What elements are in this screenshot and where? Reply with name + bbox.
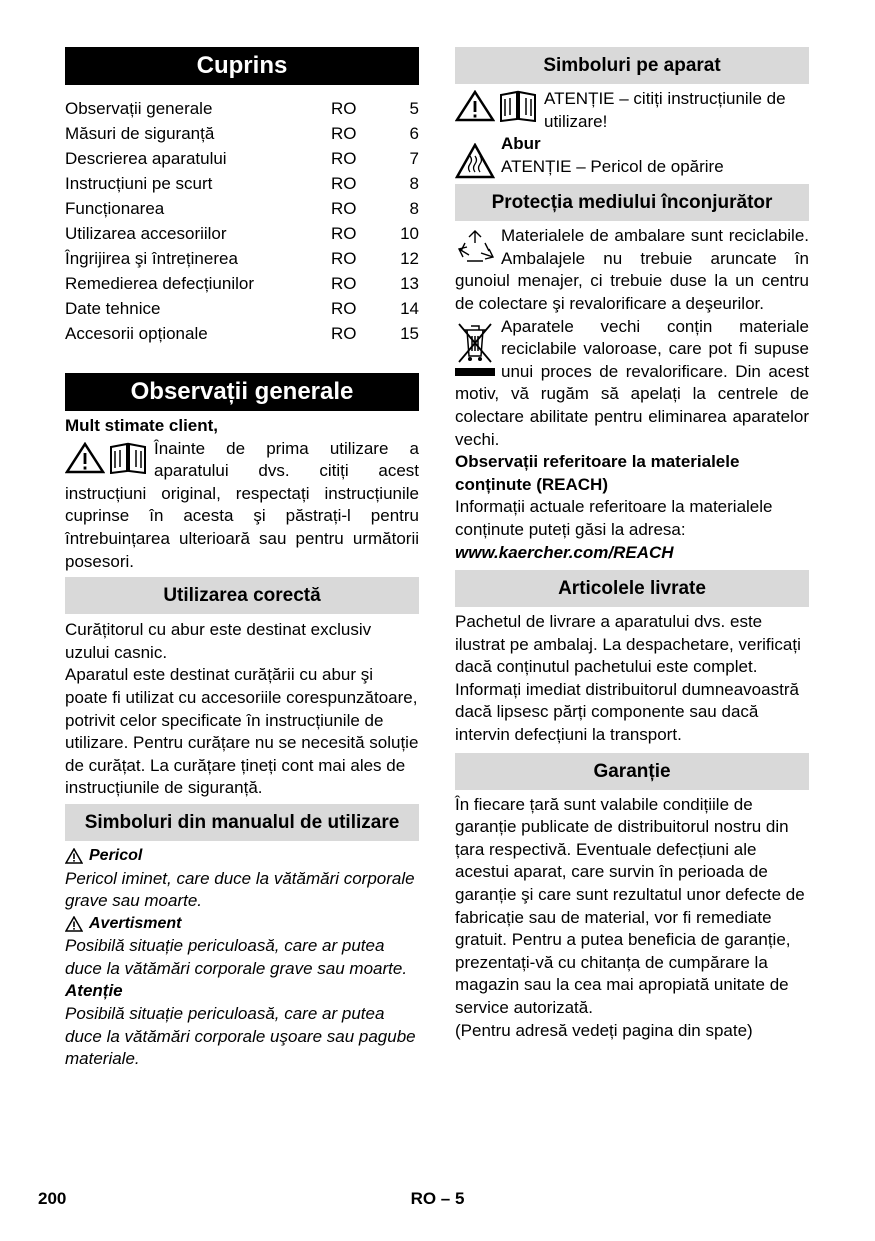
- caution-label: Atenție: [65, 981, 123, 1001]
- usage-paragraph-2: Aparatul este destinat curățării cu abur şi poate fi utilizat cu accesoriile corespunzătoare, potrivit celor specificate în instrucțiunile de utilizare. Pentru curățare nu se necesită soluție de curățat. La curățare țineți cont mai ales de instrucțiunile de siguranță.: [65, 665, 419, 798]
- recycle-icon-wrap: [455, 229, 495, 267]
- toc-heading: Cuprins: [65, 47, 419, 85]
- toc-entry-page: 8: [409, 199, 419, 218]
- read-instructions-row: [455, 88, 809, 133]
- toc-entry-page: 12: [400, 249, 419, 268]
- toc-entry-page: 15: [400, 324, 419, 343]
- warning-text: Posibilă situație periculoasă, care ar putea duce la vătămări corporale grave sau moarte.: [65, 936, 408, 978]
- toc-row[interactable]: [65, 246, 419, 271]
- toc-entry-title: Accesorii opționale: [65, 324, 208, 343]
- manual-book-icon: [108, 442, 148, 474]
- warning-triangle-icon: [455, 90, 495, 122]
- right-column: [455, 47, 809, 1042]
- toc-row[interactable]: [65, 171, 419, 196]
- intro-text: Înainte de prima utilizare a aparatului dvs. citiți acest instrucțiuni original, respectați instrucțiunile cuprinse în acesta şi păstrați-l pentru întrebuințarea ulterioară sau pentru următorii posesori.: [65, 438, 419, 571]
- toc-row[interactable]: [65, 121, 419, 146]
- reach-url[interactable]: www.kaercher.com/REACH: [455, 542, 674, 562]
- toc-row[interactable]: [65, 96, 419, 121]
- reach-text: Informații actuale referitoare la materialele conținute puteți găsi la adresa:: [455, 497, 773, 539]
- weee-block: [455, 316, 809, 452]
- page-number: 200: [38, 1189, 67, 1208]
- environment-heading: Protecția mediului înconjurător: [455, 184, 809, 221]
- toc-entry-lang: RO: [331, 299, 357, 318]
- toc-entry-page: 6: [409, 124, 419, 143]
- weee-icon-wrap: [455, 320, 495, 376]
- toc-entry-page: 14: [400, 299, 419, 318]
- general-heading: Observații generale: [65, 373, 419, 411]
- toc-entry-title: Funcționarea: [65, 199, 165, 218]
- warning-triangle-icon: [65, 916, 83, 932]
- device-symbols-heading: Simboluri pe aparat: [455, 47, 809, 84]
- delivery-paragraph-2: Informați imediat distribuitorul dumneavoastră dacă lipsesc părți componente sau dacă intervin defecțiuni la transport.: [455, 679, 799, 745]
- warning-label: Avertisment: [89, 914, 182, 932]
- warranty-paragraph-1: În fiecare țară sunt valabile condițiile de garanție publicate de distribuitorul nostru din țara respectivă. Eventuale defecțiuni ale acestui aparat, care survin în perioada de garanție şi care sunt rezultatul unor defecte de fabricație sau de material, vor fi remediate gratuit. Pentru a putea beneficia de garanție, prezentați-vă cu chitanța de cumpărare la magazin sau la cea mai apropiată unitate de service autorizată.: [455, 794, 805, 1017]
- toc-entry-lang: RO: [331, 249, 357, 268]
- delivery-paragraph-1: Pachetul de livrare a aparatului dvs. este ilustrat pe ambalaj. La despachetare, verificați dacă conținutul pachetului este complet.: [455, 612, 801, 677]
- toc-entry-title: Îngrijirea şi întreținerea: [65, 249, 238, 268]
- toc-entry-title: Instrucțiuni pe scurt: [65, 174, 213, 193]
- toc-entry-title: Remedierea defecțiunilor: [65, 274, 254, 293]
- table-of-contents: [65, 96, 419, 346]
- toc-entry-page: 13: [400, 274, 419, 293]
- toc-entry-title: Măsuri de siguranță: [65, 124, 215, 143]
- steam-warning-icon: [455, 143, 495, 179]
- toc-entry-lang: RO: [331, 274, 357, 293]
- steam-label: Abur: [501, 134, 541, 154]
- read-instructions-text: ATENȚIE – citiți instrucțiunile de utilizare!: [544, 89, 786, 131]
- toc-entry-lang: RO: [331, 199, 357, 218]
- toc-entry-title: Date tehnice: [65, 299, 161, 318]
- section-page-label: RO – 5: [410, 1189, 465, 1208]
- toc-entry-page: 5: [409, 99, 419, 118]
- warning-manual-icons: [65, 442, 148, 474]
- black-bar-icon: [455, 368, 495, 376]
- toc-entry-lang: RO: [331, 149, 357, 168]
- warranty-paragraph-2: (Pentru adresă vedeți pagina din spate): [455, 1020, 753, 1040]
- toc-row[interactable]: [65, 321, 419, 346]
- usage-heading: Utilizarea corectă: [65, 577, 419, 614]
- warning-manual-icons: [455, 88, 538, 133]
- toc-entry-lang: RO: [331, 99, 357, 118]
- weee-text: Aparatele vechi conțin materiale reciclabile valoroase, care pot fi supuse unui proces de revalorificare. Din acest motiv, vă rugăm să apelați la centrele de colectare abilitate pentru eliminarea aparatelor vechi.: [455, 316, 809, 449]
- toc-entry-page: 10: [400, 224, 419, 243]
- delivery-heading: Articolele livrate: [455, 570, 809, 607]
- crossed-bin-icon: [455, 320, 495, 364]
- recycle-block: [455, 225, 809, 315]
- manual-symbols-heading: Simboluri din manualul de utilizare: [65, 804, 419, 841]
- steam-row: [455, 133, 809, 179]
- toc-entry-lang: RO: [331, 174, 357, 193]
- toc-entry-lang: RO: [331, 324, 357, 343]
- caution-text: Posibilă situație periculoasă, care ar putea duce la vătămări corporale uşoare sau pagube materiale.: [65, 1004, 416, 1069]
- steam-icon-wrap: [455, 133, 495, 179]
- manual-book-icon: [498, 90, 538, 122]
- toc-entry-page: 8: [409, 174, 419, 193]
- danger-row: [65, 845, 419, 868]
- greeting: Mult stimate client,: [65, 416, 219, 435]
- usage-paragraph-1: Curățitorul cu abur este destinat exclusiv uzului casnic.: [65, 620, 372, 662]
- toc-entry-lang: RO: [331, 124, 357, 143]
- recycle-icon: [455, 229, 495, 267]
- intro-block: [65, 438, 419, 574]
- warning-row: [65, 913, 419, 936]
- toc-entry-title: Descrierea aparatului: [65, 149, 227, 168]
- reach-title: Observații referitoare la materialele conținute (REACH): [455, 452, 740, 494]
- toc-row[interactable]: [65, 271, 419, 296]
- recycle-text: Materialele de ambalare sunt reciclabile. Ambalajele nu trebuie aruncate în gunoiul menajer, ci trebuie duse la un centru de colectare şi revalorificare a deşeurilor.: [455, 226, 809, 313]
- left-column: [65, 47, 419, 1071]
- danger-label: Pericol: [89, 847, 143, 865]
- toc-entry-page: 7: [409, 149, 419, 168]
- danger-text: Pericol iminet, care duce la vătămări corporale grave sau moarte.: [65, 868, 415, 911]
- warning-triangle-icon: [65, 848, 83, 864]
- warranty-heading: Garanție: [455, 753, 809, 790]
- toc-entry-title: Utilizarea accesoriilor: [65, 224, 227, 243]
- toc-row[interactable]: [65, 146, 419, 171]
- toc-row[interactable]: [65, 296, 419, 321]
- toc-row[interactable]: [65, 196, 419, 221]
- toc-entry-title: Observații generale: [65, 99, 213, 118]
- steam-text: ATENȚIE – Pericol de opărire: [501, 156, 724, 176]
- steam-text-block: [501, 133, 724, 179]
- warning-triangle-icon: [65, 442, 105, 474]
- toc-row[interactable]: [65, 221, 419, 246]
- toc-entry-lang: RO: [331, 224, 357, 243]
